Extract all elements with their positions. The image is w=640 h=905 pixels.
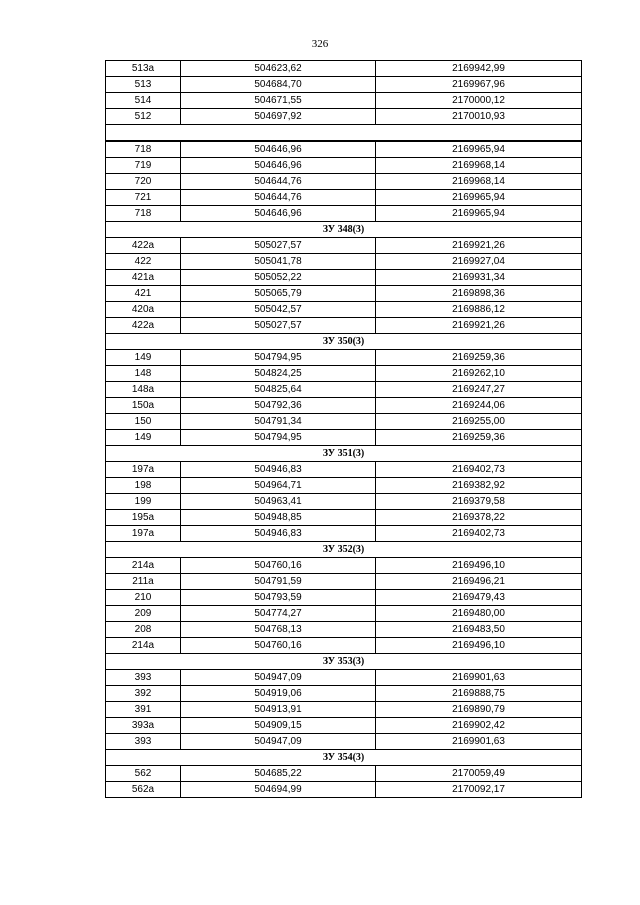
- table-row: [106, 109, 582, 125]
- x-coordinate-cell: 504774,27: [181, 606, 376, 622]
- table-row: [106, 430, 582, 446]
- point-id-cell: 198: [106, 478, 181, 494]
- x-coordinate-cell: 504794,95: [181, 350, 376, 366]
- empty-cell: [106, 125, 582, 142]
- x-coordinate-cell: 504825,64: [181, 382, 376, 398]
- y-coordinate-cell: 2169496,10: [376, 638, 582, 654]
- table-row: [106, 494, 582, 510]
- point-id-cell: 514: [106, 93, 181, 109]
- x-coordinate-cell: 504760,16: [181, 638, 376, 654]
- y-coordinate-cell: 2169921,26: [376, 318, 582, 334]
- point-id-cell: 421: [106, 286, 181, 302]
- table-row: [106, 734, 582, 750]
- y-coordinate-cell: 2169480,00: [376, 606, 582, 622]
- point-id-cell: 210: [106, 590, 181, 606]
- y-coordinate-cell: 2169496,21: [376, 574, 582, 590]
- section-header-row: [106, 446, 582, 462]
- y-coordinate-cell: 2170010,93: [376, 109, 582, 125]
- x-coordinate-cell: 504644,76: [181, 174, 376, 190]
- point-id-cell: 562а: [106, 782, 181, 798]
- point-id-cell: 214а: [106, 638, 181, 654]
- x-coordinate-cell: 504824,25: [181, 366, 376, 382]
- x-coordinate-cell: 504694,99: [181, 782, 376, 798]
- table-row: [106, 558, 582, 574]
- point-id-cell: 391: [106, 702, 181, 718]
- y-coordinate-cell: 2169259,36: [376, 350, 582, 366]
- y-coordinate-cell: 2169968,14: [376, 174, 582, 190]
- table-row: [106, 141, 582, 158]
- table-row: [106, 622, 582, 638]
- point-id-cell: 422а: [106, 238, 181, 254]
- x-coordinate-cell: 504946,83: [181, 526, 376, 542]
- y-coordinate-cell: 2169942,99: [376, 61, 582, 77]
- x-coordinate-cell: 505027,57: [181, 318, 376, 334]
- x-coordinate-cell: 504794,95: [181, 430, 376, 446]
- table-row: [106, 414, 582, 430]
- x-coordinate-cell: 504793,59: [181, 590, 376, 606]
- table-row: [106, 510, 582, 526]
- y-coordinate-cell: 2169965,94: [376, 141, 582, 158]
- y-coordinate-cell: 2169927,04: [376, 254, 582, 270]
- table-row: [106, 93, 582, 109]
- table-row: [106, 718, 582, 734]
- y-coordinate-cell: 2169898,36: [376, 286, 582, 302]
- table-row: [106, 190, 582, 206]
- point-id-cell: 421а: [106, 270, 181, 286]
- point-id-cell: 149: [106, 430, 181, 446]
- x-coordinate-cell: 504947,09: [181, 734, 376, 750]
- y-coordinate-cell: 2169967,96: [376, 77, 582, 93]
- y-coordinate-cell: 2170000,12: [376, 93, 582, 109]
- empty-row: [106, 125, 582, 142]
- x-coordinate-cell: 504646,96: [181, 206, 376, 222]
- section-header-row: [106, 222, 582, 238]
- y-coordinate-cell: 2169378,22: [376, 510, 582, 526]
- section-title: ЗУ 350(3): [106, 334, 582, 350]
- y-coordinate-cell: 2169965,94: [376, 206, 582, 222]
- point-id-cell: 393: [106, 734, 181, 750]
- point-id-cell: 148: [106, 366, 181, 382]
- point-id-cell: 513: [106, 77, 181, 93]
- y-coordinate-cell: 2169886,12: [376, 302, 582, 318]
- section-title: ЗУ 354(3): [106, 750, 582, 766]
- point-id-cell: 562: [106, 766, 181, 782]
- y-coordinate-cell: 2169479,43: [376, 590, 582, 606]
- point-id-cell: 211а: [106, 574, 181, 590]
- table-row: [106, 61, 582, 77]
- y-coordinate-cell: 2169901,63: [376, 670, 582, 686]
- point-id-cell: 513а: [106, 61, 181, 77]
- x-coordinate-cell: 504646,96: [181, 158, 376, 174]
- x-coordinate-cell: 504909,15: [181, 718, 376, 734]
- x-coordinate-cell: 504791,34: [181, 414, 376, 430]
- x-coordinate-cell: 504791,59: [181, 574, 376, 590]
- y-coordinate-cell: 2169382,92: [376, 478, 582, 494]
- x-coordinate-cell: 504697,92: [181, 109, 376, 125]
- y-coordinate-cell: 2169901,63: [376, 734, 582, 750]
- point-id-cell: 214а: [106, 558, 181, 574]
- section-title: ЗУ 352(3): [106, 542, 582, 558]
- x-coordinate-cell: 505065,79: [181, 286, 376, 302]
- point-id-cell: 718: [106, 141, 181, 158]
- point-id-cell: 719: [106, 158, 181, 174]
- table-row: [106, 270, 582, 286]
- point-id-cell: 718: [106, 206, 181, 222]
- table-row: [106, 478, 582, 494]
- point-id-cell: 150а: [106, 398, 181, 414]
- table-row: [106, 686, 582, 702]
- section-header-row: [106, 542, 582, 558]
- table-row: [106, 174, 582, 190]
- table-row: [106, 206, 582, 222]
- table-row: [106, 77, 582, 93]
- y-coordinate-cell: 2169902,42: [376, 718, 582, 734]
- table-row: [106, 382, 582, 398]
- point-id-cell: 150: [106, 414, 181, 430]
- x-coordinate-cell: 505027,57: [181, 238, 376, 254]
- table-row: [106, 238, 582, 254]
- table-row: [106, 526, 582, 542]
- y-coordinate-cell: 2169931,34: [376, 270, 582, 286]
- table-row: [106, 158, 582, 174]
- x-coordinate-cell: 504768,13: [181, 622, 376, 638]
- table-row: [106, 638, 582, 654]
- y-coordinate-cell: 2169402,73: [376, 462, 582, 478]
- table-row: [106, 302, 582, 318]
- y-coordinate-cell: 2169483,50: [376, 622, 582, 638]
- y-coordinate-cell: 2169888,75: [376, 686, 582, 702]
- y-coordinate-cell: 2169247,27: [376, 382, 582, 398]
- section-header-row: [106, 334, 582, 350]
- y-coordinate-cell: 2169496,10: [376, 558, 582, 574]
- point-id-cell: 195а: [106, 510, 181, 526]
- table-row: [106, 574, 582, 590]
- x-coordinate-cell: 504646,96: [181, 141, 376, 158]
- y-coordinate-cell: 2169968,14: [376, 158, 582, 174]
- x-coordinate-cell: 504792,36: [181, 398, 376, 414]
- section-title: ЗУ 348(3): [106, 222, 582, 238]
- point-id-cell: 393а: [106, 718, 181, 734]
- x-coordinate-cell: 504760,16: [181, 558, 376, 574]
- section-title: ЗУ 351(3): [106, 446, 582, 462]
- point-id-cell: 393: [106, 670, 181, 686]
- table-row: [106, 766, 582, 782]
- x-coordinate-cell: 505042,57: [181, 302, 376, 318]
- table-row: [106, 286, 582, 302]
- x-coordinate-cell: 504964,71: [181, 478, 376, 494]
- point-id-cell: 208: [106, 622, 181, 638]
- y-coordinate-cell: 2169379,58: [376, 494, 582, 510]
- x-coordinate-cell: 504946,83: [181, 462, 376, 478]
- y-coordinate-cell: 2169921,26: [376, 238, 582, 254]
- x-coordinate-cell: 504623,62: [181, 61, 376, 77]
- y-coordinate-cell: 2170059,49: [376, 766, 582, 782]
- y-coordinate-cell: 2169259,36: [376, 430, 582, 446]
- coordinates-table-body: [106, 61, 582, 798]
- x-coordinate-cell: 505052,22: [181, 270, 376, 286]
- table-row: [106, 350, 582, 366]
- y-coordinate-cell: 2169262,10: [376, 366, 582, 382]
- table-row: [106, 398, 582, 414]
- section-title: ЗУ 353(3): [106, 654, 582, 670]
- point-id-cell: 149: [106, 350, 181, 366]
- y-coordinate-cell: 2169890,79: [376, 702, 582, 718]
- point-id-cell: 422: [106, 254, 181, 270]
- table-row: [106, 702, 582, 718]
- point-id-cell: 422а: [106, 318, 181, 334]
- x-coordinate-cell: 504948,85: [181, 510, 376, 526]
- y-coordinate-cell: 2169402,73: [376, 526, 582, 542]
- point-id-cell: 148а: [106, 382, 181, 398]
- point-id-cell: 209: [106, 606, 181, 622]
- point-id-cell: 420а: [106, 302, 181, 318]
- point-id-cell: 197а: [106, 526, 181, 542]
- table-row: [106, 782, 582, 798]
- x-coordinate-cell: 504919,06: [181, 686, 376, 702]
- y-coordinate-cell: 2170092,17: [376, 782, 582, 798]
- x-coordinate-cell: 504947,09: [181, 670, 376, 686]
- coordinates-table: [105, 60, 582, 798]
- y-coordinate-cell: 2169965,94: [376, 190, 582, 206]
- x-coordinate-cell: 504671,55: [181, 93, 376, 109]
- y-coordinate-cell: 2169244,06: [376, 398, 582, 414]
- x-coordinate-cell: 504963,41: [181, 494, 376, 510]
- x-coordinate-cell: 505041,78: [181, 254, 376, 270]
- table-row: [106, 590, 582, 606]
- page-number: 326: [311, 38, 329, 50]
- table-row: [106, 254, 582, 270]
- point-id-cell: 392: [106, 686, 181, 702]
- table-row: [106, 318, 582, 334]
- table-row: [106, 606, 582, 622]
- section-header-row: [106, 654, 582, 670]
- point-id-cell: 720: [106, 174, 181, 190]
- section-header-row: [106, 750, 582, 766]
- x-coordinate-cell: 504685,22: [181, 766, 376, 782]
- table-row: [106, 670, 582, 686]
- table-row: [106, 366, 582, 382]
- y-coordinate-cell: 2169255,00: [376, 414, 582, 430]
- point-id-cell: 197а: [106, 462, 181, 478]
- x-coordinate-cell: 504644,76: [181, 190, 376, 206]
- x-coordinate-cell: 504684,70: [181, 77, 376, 93]
- point-id-cell: 199: [106, 494, 181, 510]
- table-row: [106, 462, 582, 478]
- point-id-cell: 512: [106, 109, 181, 125]
- x-coordinate-cell: 504913,91: [181, 702, 376, 718]
- point-id-cell: 721: [106, 190, 181, 206]
